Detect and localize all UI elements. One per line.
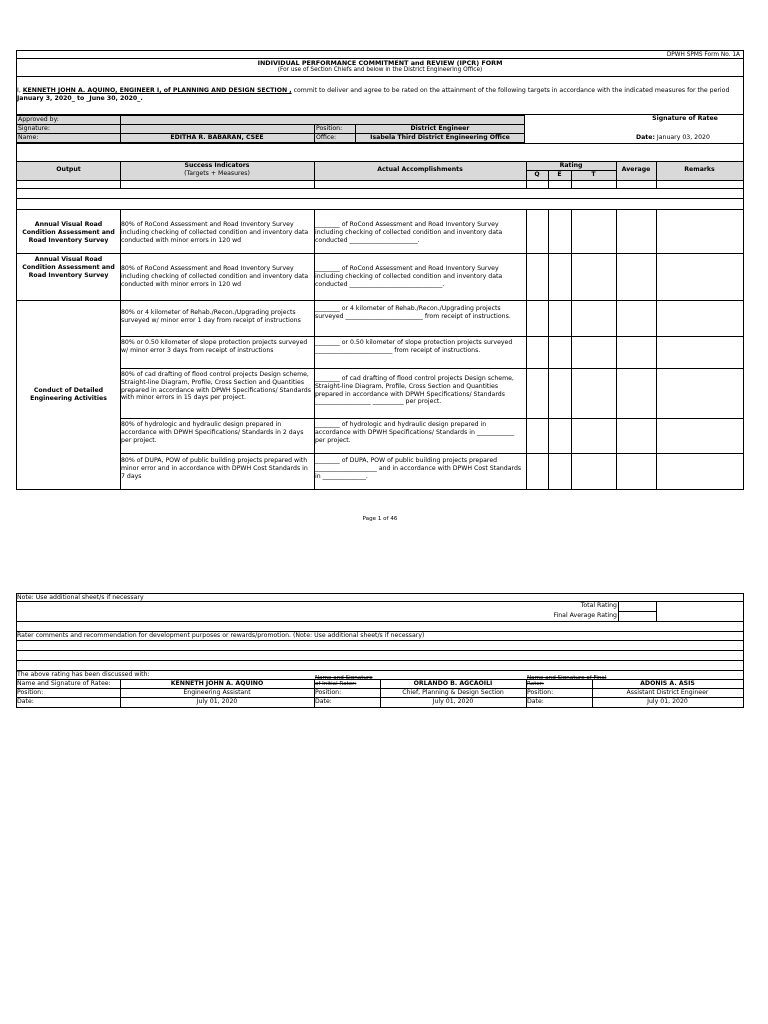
form-subtitle: (For use of Section Chiefs and below in the District Engineering Office) [277,67,483,73]
form-number: DPWH SPMS Form No. 1A [666,52,740,58]
col-t: T [591,171,596,178]
signature-label: Signature: [18,125,50,132]
initial-rater-position: Chief, Planning & Design Section [402,689,504,696]
col-output: Output [56,166,81,173]
row2-output: Annual Visual Road Condition Assessment and Road Inventory Survey [22,256,115,279]
total-rating-label: Total Rating [580,602,617,609]
ratee-sig-label: Name and Signature of Ratee: [17,680,111,687]
group-row3-indicator: 80% of cad drafting of flood control projects Design scheme, Straight-line Diagram, Profile, Cross Section and Quantities prepared in accordance with DPWH Specifications/ Standards with minor errors in 15 days per project. [121,371,311,402]
ratee-date: Date: January 03, 2020 [636,134,710,141]
group-row5-indicator: 80% of DUPA, POW of public building projects prepared with minor error and in accordance with DPWH Cost Standards in 7 days [121,457,308,480]
approver-name: EDITHA R. BABARAN, CSEE [170,134,264,141]
final-date-value: July 01, 2020 [647,698,688,705]
initial-rater-sig-label: Name and Signature of Initial Rater: [315,675,373,688]
col-average: Average [621,166,651,173]
ratee-date-label: Date: [17,698,34,705]
initial-date-label: Date: [315,698,332,705]
final-position-label: Position: [527,689,554,696]
col-q: Q [534,171,540,178]
final-rater-name: ADONIS A. ASIS [640,680,695,687]
group-row1-actual: ________ or 4 kilometer of Rehab./Recon./Upgrading projects surveyed _________________________ from receipt of instructions. [315,305,511,320]
row1-actual: ________ of RoCond Assessment and Road Inventory Survey including checking of collected condition and inventory data conducted ______________________. [315,221,503,244]
col-e: E [557,171,562,178]
group-row2-actual: ________ or 0.50 kilometer of slope protection projects surveyed _________________________ from receipt of instructions. [315,339,513,354]
rating-period: January 3, 2020_ to _June 30, 2020_. [17,94,143,102]
name-label: Name: [18,134,39,141]
ratee-name-unit: KENNETH JOHN A. AQUINO, ENGINEER I, of PLANNING AND DESIGN SECTION , [22,87,292,94]
group-row4-indicator: 80% of hydrologic and hydraulic design prepared in accordance with DPWH Specifications/ Standards in 2 days per project. [121,421,304,444]
col-targets-measures: (Targets + Measures) [184,170,250,177]
initial-date-value: July 01, 2020 [432,698,474,705]
group-row4-actual: ________ of hydrologic and hydraulic design prepared in accordance with DPWH Specifications/ Standards in ____________ per project. [315,421,515,444]
signature-of-ratee: Signature of Ratee [652,115,718,122]
col-rating: Rating [559,162,583,169]
office-label: Office: [316,134,337,141]
discussed-label: The above rating has been discussed with: [17,671,150,678]
final-date-label: Date: [527,698,544,705]
ratee-name: KENNETH JOHN A. AQUINO [170,680,264,687]
final-average-rating-label: Final Average Rating [553,612,617,619]
row2-indicator: 80% of RoCond Assessment and Road Inventory Survey including checking of collected condition and inventory data conducted with minor errors in 120 wd [121,265,309,288]
group-row1-indicator: 80% or 4 kilometer of Rehab./Recon./Upgrading projects surveyed w/ minor error 1 day from receipt of instructions [121,309,301,324]
commitment-statement: I, KENNETH JOHN A. AQUINO, ENGINEER I, of PLANNING AND DESIGN SECTION , commit to deliver and agree to be rated on the attainment of the following targets in accordance with the indicated measures for the period January 3, 2020_ to _June 30, 2020_. [17,87,730,102]
group-row5-actual: ________ of DUPA, POW of public building projects prepared ____________________ and in accordance with DPWH Cost Standards in ______________. [315,457,522,480]
approver-position: District Engineer [410,125,470,132]
ratee-position-label: Position: [17,689,44,696]
group-row2-indicator: 80% or 0.50 kilometer of slope protection projects surveyed w/ minor error 3 days from receipt of instructions [121,339,308,354]
rater-comments-label: Rater comments and recommendation for development purposes or rewards/promotion. (Note: Use additional sheet/s if necessary) [17,632,425,639]
row1-indicator: 80% of RoCond Assessment and Road Inventory Survey including checking of collected condition and inventory data conducted with minor errors in 120 wd [121,221,309,244]
row2-actual: ________ of RoCond Assessment and Road Inventory Survey including checking of collected condition and inventory data conducted ______________________________. [315,265,503,288]
page-number: Page 1 of 46 [362,516,398,522]
col-remarks: Remarks [684,166,715,173]
approved-by-label: Approved by: [18,116,59,123]
col-actual-accomplishments: Actual Accomplishments [377,166,463,173]
col-success-indicators: Success Indicators [184,162,250,169]
form-title: INDIVIDUAL PERFORMANCE COMMITMENT and REVIEW (IPCR) FORM [257,59,503,67]
footer-note: Note: Use additional sheet/s if necessary [17,594,144,601]
ratee-position: Engineering Assistant [183,689,251,696]
final-rater-sig-label: Name and Signature of Final Rater: [527,675,607,688]
group-row3-actual: ________ of cad drafting of flood control projects Design scheme, Straight-line Diagram, Profile, Cross Section and Quantities prepared in accordance with DPWH Specifications/ Standards __________________ __________ per project. [315,375,514,406]
row1-output: Annual Visual Road Condition Assessment and Road Inventory Survey [22,221,115,244]
approver-office: Isabela Third District Engineering Office [370,134,510,141]
ratee-date-value: July 01, 2020 [196,698,238,705]
initial-position-label: Position: [315,689,342,696]
group-output: Conduct of Detailed Engineering Activities [30,387,107,402]
initial-rater-name: ORLANDO B. AGCAOILI [413,680,493,687]
final-rater-position: Assistant District Engineer [626,689,709,696]
position-label: Position: [316,125,343,132]
